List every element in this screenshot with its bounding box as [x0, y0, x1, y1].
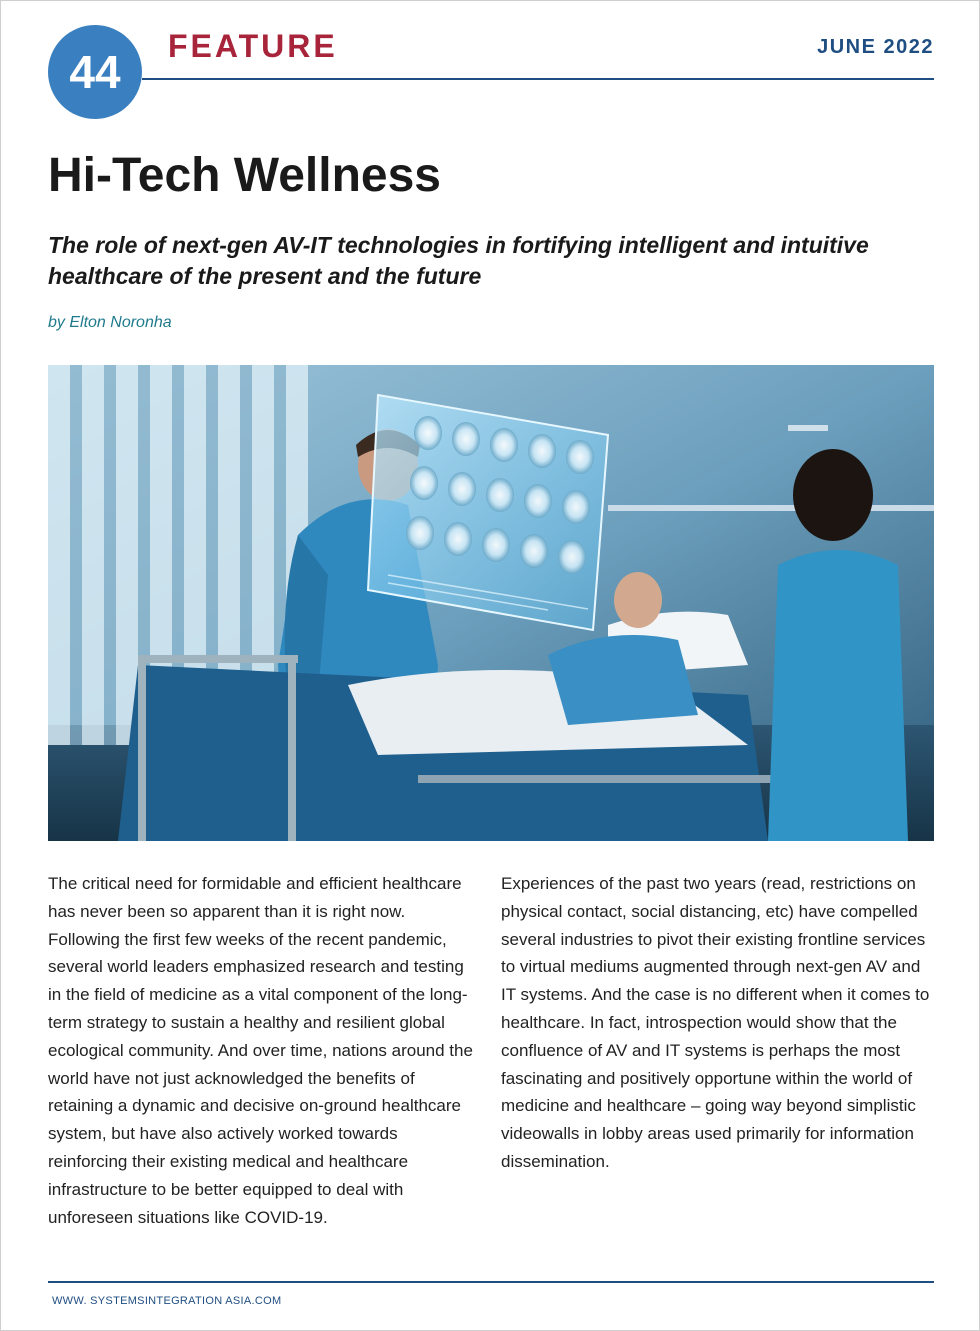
header-divider — [142, 78, 934, 80]
article-body-column-left: The critical need for formidable and efficient healthcare has never been so apparent than it is right now. Following the first few weeks of the recent pandemic, several world leaders emphasized research and testing in the field of medicine as a vital component of the long-term strategy to sustain a healthy and resilient global ecological community. And over time, nations around the world have not just acknowledged the benefits of retaining a dynamic and decisive on-ground healthcare system, but have also actively worked towards reinforcing their existing medical and healthcare infrastructure to be better equipped to deal with unforeseen situations like COVID-19. — [48, 874, 473, 1227]
issue-date: JUNE 2022 — [817, 36, 934, 58]
section-label: FEATURE — [168, 28, 338, 64]
hero-image — [48, 365, 934, 841]
page-number: 44 — [69, 46, 121, 98]
footer-url: WWW. SYSTEMSINTEGRATION ASIA.COM — [52, 1295, 282, 1307]
article-subtitle: The role of next-gen AV-IT technologies in fortifying intelligent and intuitive healthcare of the present and the future — [48, 232, 869, 289]
article-title: Hi-Tech Wellness — [48, 149, 441, 202]
footer-divider — [48, 1281, 934, 1283]
article-body-column-right: Experiences of the past two years (read, restrictions on physical contact, social distancing, etc) have compelled several industries to pivot their existing frontline services to virtual mediums augmented through next-gen AV and IT systems. And the case is no different when it comes to healthcare. In fact, introspection would show that the confluence of AV and IT systems is perhaps the most fascinating and positively opportune within the world of medicine and healthcare – going way beyond simplistic videowalls in lobby areas used primarily for information dissemination. — [501, 874, 930, 1171]
article-byline: by Elton Noronha — [48, 314, 172, 331]
page-number-badge — [48, 25, 142, 119]
